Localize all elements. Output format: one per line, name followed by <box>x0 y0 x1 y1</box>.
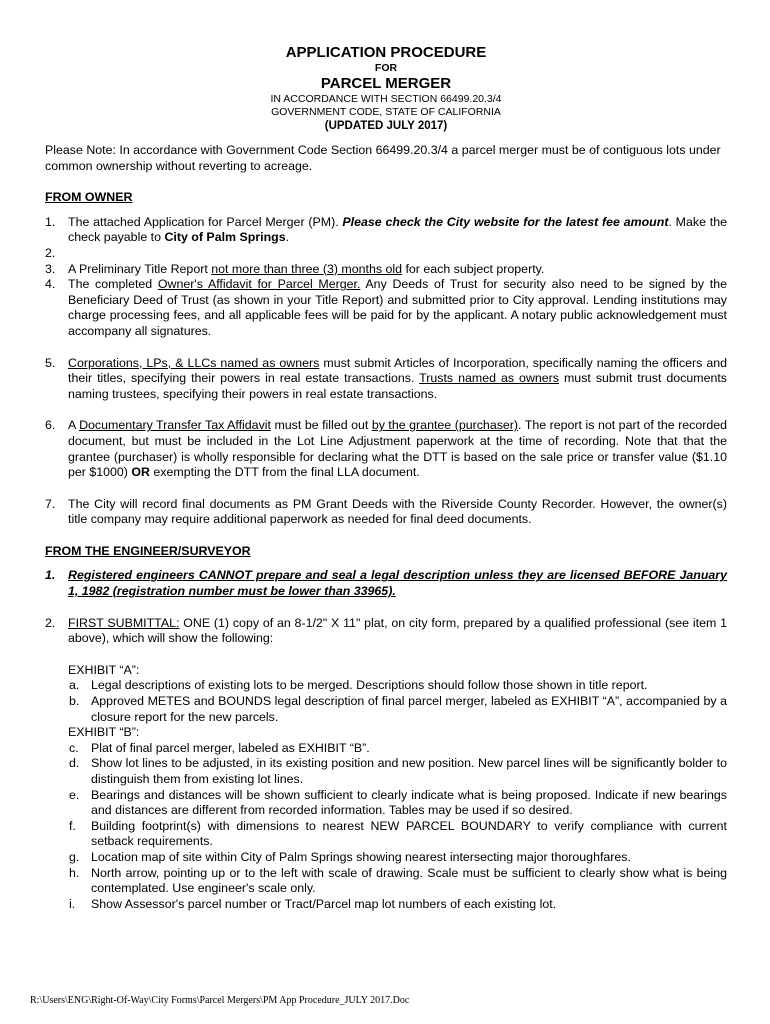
document-page <box>45 44 727 912</box>
exhibit-b-label: EXHIBIT “B”: <box>68 725 140 740</box>
engineer-subitem-c: c. Plat of final parcel merger, labeled as EXHIBIT “B”. <box>69 740 370 755</box>
engineer-subitem-g: g. Location map of site within City of Palm Springs showing nearest intersecting major thoroughfares. <box>69 849 631 864</box>
doc-code-ref: GOVERNMENT CODE, STATE OF CALIFORNIA <box>271 106 501 118</box>
engineer-item-1: 1. Registered engineers CANNOT prepare and seal a legal description unless they are licensed BEFORE January 1, 1982 (registration number must be lower than 33965). <box>45 568 727 599</box>
doc-title: APPLICATION PROCEDURE <box>285 44 487 61</box>
section-from-engineer: FROM THE ENGINEER/SURVEYOR <box>45 543 251 558</box>
owner-item-1: 1. The attached Application for Parcel Merger (PM). Please check the City website for the latest fee amount. Make the check payable to City of Palm Springs. <box>45 214 727 245</box>
owner-item-5: 5. Corporations, LPs, & LLCs named as owners must submit Articles of Incorporation, specifically naming the officers and their titles, specifying their powers in real estate transactions. Trusts named as owners must submit trust documents naming trustees, specifying their powers in real estate transactions. <box>45 355 728 401</box>
owner-item-3: 3. A Preliminary Title Report not more than three (3) months old for each subject property. <box>45 261 545 276</box>
engineer-item-2: 2. FIRST SUBMITTAL: ONE (1) copy of an 8-1/2" X 11" plat, on city form, prepared by a qualified professional (see item 1 above), which will show the following: <box>45 615 727 646</box>
engineer-subitem-a: a. Legal descriptions of existing lots to be merged. Descriptions should follow those shown in title report. <box>69 678 648 693</box>
owner-item-4: 4. The completed Owner's Affidavit for Parcel Merger. Any Deeds of Trust for security also need to be signed by the Beneficiary Deed of Trust (as shown in your Title Report) and submitted prior to City approval. Lending institutions may charge processing fees, and all applicable fees will be paid for by the applicant. A notary public acknowledgement must accompany all signatures. <box>45 277 727 338</box>
engineer-subitem-b: b. Approved METES and BOUNDS legal description of final parcel merger, labeled as EXHIBIT “A”, accompanied by a closure report for the new parcels. <box>69 694 727 724</box>
doc-for: FOR <box>374 62 398 74</box>
owner-item-6: 6. A Documentary Transfer Tax Affidavit must be filled out by the grantee (purchaser). The report is not part of the recorded document, but must be included in the Lot Line Adjustment paperwork at the time of recording. Note that that the grantee (purchaser) is wholly responsible for declaring what the DTT is based on the sale price or transfer value ($1.10 per $1000) OR exempting the DTT from the final LLA document. <box>45 418 728 480</box>
engineer-list <box>45 568 727 912</box>
section-from-owner: FROM OWNER <box>45 190 133 205</box>
owner-list <box>45 215 727 528</box>
doc-subtitle: PARCEL MERGER <box>320 75 452 92</box>
engineer-subitem-f: f. Building footprint(s) with dimensions to nearest NEW PARCEL BOUNDARY to verify compliance with current setback requirements. <box>69 818 727 849</box>
engineer-subitem-d: d. Show lot lines to be adjusted, in its existing position and new position. New parcel lines will be significantly bolder to distinguish them from existing lot lines. <box>69 756 727 786</box>
engineer-subitem-e: e. Bearings and distances will be shown sufficient to clearly indicate what is being proposed. Indicate if new bearings and distances are different from recorded information. Tables may be used if so desired. <box>69 787 727 818</box>
exhibit-a-label: EXHIBIT “A”: <box>68 662 140 677</box>
engineer-subitem-h: h. North arrow, pointing up or to the left with scale of drawing. Scale must be sufficient to clearly show what is being contemplated. Use engineer's scale only. <box>69 865 727 896</box>
file-path-footer: R:\Users\ENG\Right-Of-Way\City Forms\Parcel Mergers\PM App Procedure_JULY 2017.Doc <box>30 995 410 1006</box>
doc-updated: (UPDATED JULY 2017) <box>324 120 448 132</box>
engineer-subitem-i: i. Show Assessor's parcel number or Tract/Parcel map lot numbers of each existing lot. <box>69 896 557 911</box>
owner-item-2: 2. <box>45 245 56 260</box>
owner-item-7: 7. The City will record final documents as PM Grant Deeds with the Riverside County Recorder. However, the owner(s) title company may require additional paperwork as needed for final deed documents. <box>45 496 727 527</box>
please-note: Please Note: In accordance with Government Code Section 66499.20.3/4 a parcel merger must be of contiguous lots under common ownership without reverting to acreage. <box>45 143 721 173</box>
doc-section-ref: IN ACCORDANCE WITH SECTION 66499.20.3/4 <box>270 93 502 105</box>
